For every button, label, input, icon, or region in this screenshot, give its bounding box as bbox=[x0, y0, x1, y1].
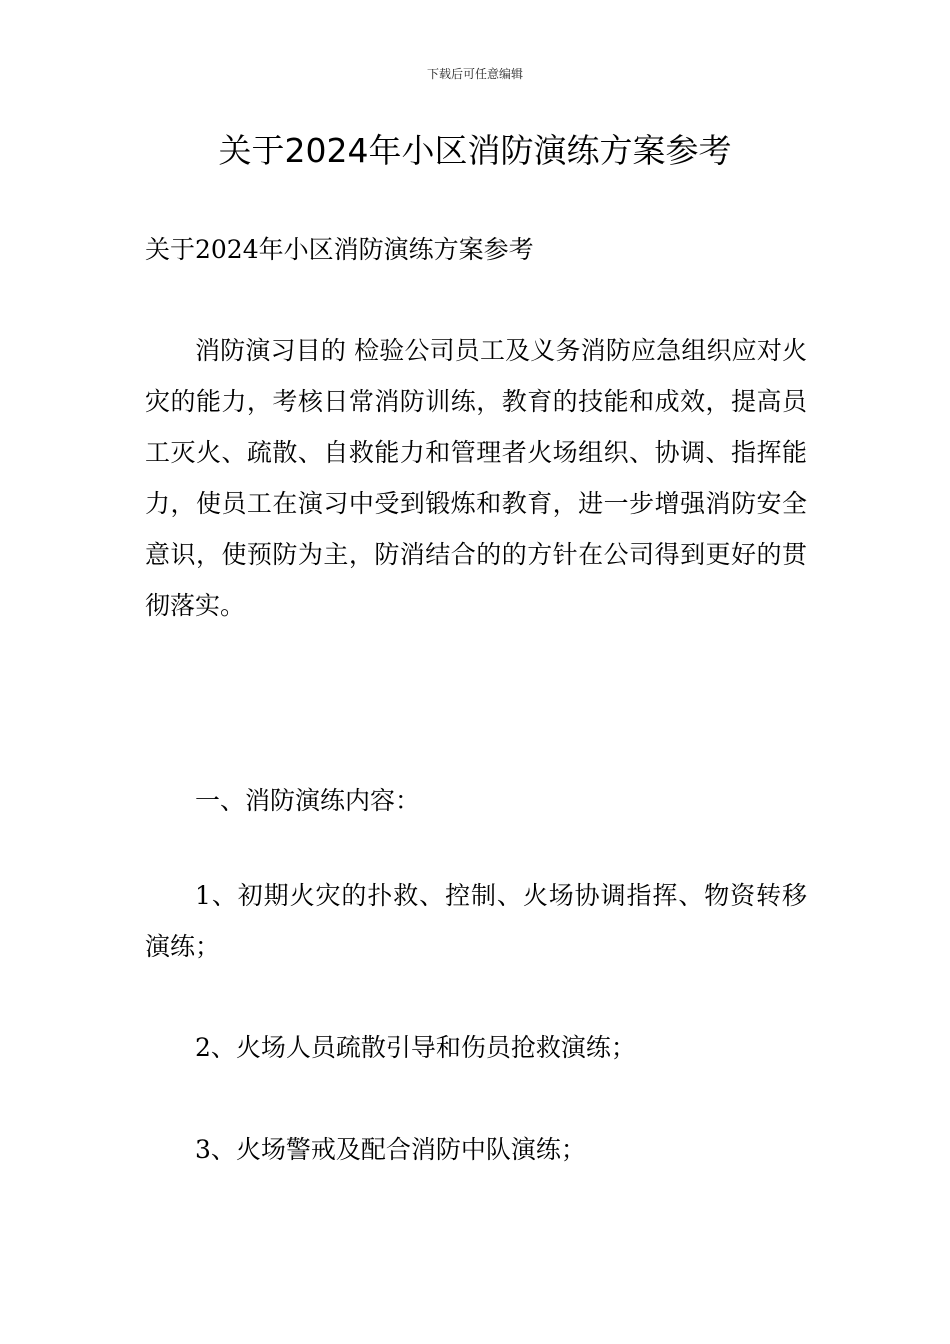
intro-paragraph: 消防演习目的 检验公司员工及义务消防应急组织应对火灾的能力，考核日常消防训练，教育的技能和成效，提高员工灭火、疏散、自救能力和管理者火场组织、协调、指挥能力，使员工在演习中受到锻炼和教育，进一步增强消防安全意识，使预防为主，防消结合的的方针在公司得到更好的贯彻落实。 bbox=[145, 336, 807, 620]
list-item: 1、初期火灾的扑救、控制、火场协调指挥、物资转移演练； bbox=[145, 881, 807, 961]
section-heading: 一、消防演练内容： bbox=[195, 786, 421, 815]
list-item: 2、火场人员疏散引导和伤员抢救演练； bbox=[195, 1033, 636, 1062]
header-note: 下载后可任意编辑 bbox=[426, 67, 523, 81]
document-subtitle: 关于2024年小区消防演练方案参考 bbox=[145, 235, 534, 264]
list-item: 3、火场警戒及配合消防中队演练； bbox=[195, 1135, 586, 1164]
document-title: 关于2024年小区消防演练方案参考 bbox=[218, 131, 732, 170]
